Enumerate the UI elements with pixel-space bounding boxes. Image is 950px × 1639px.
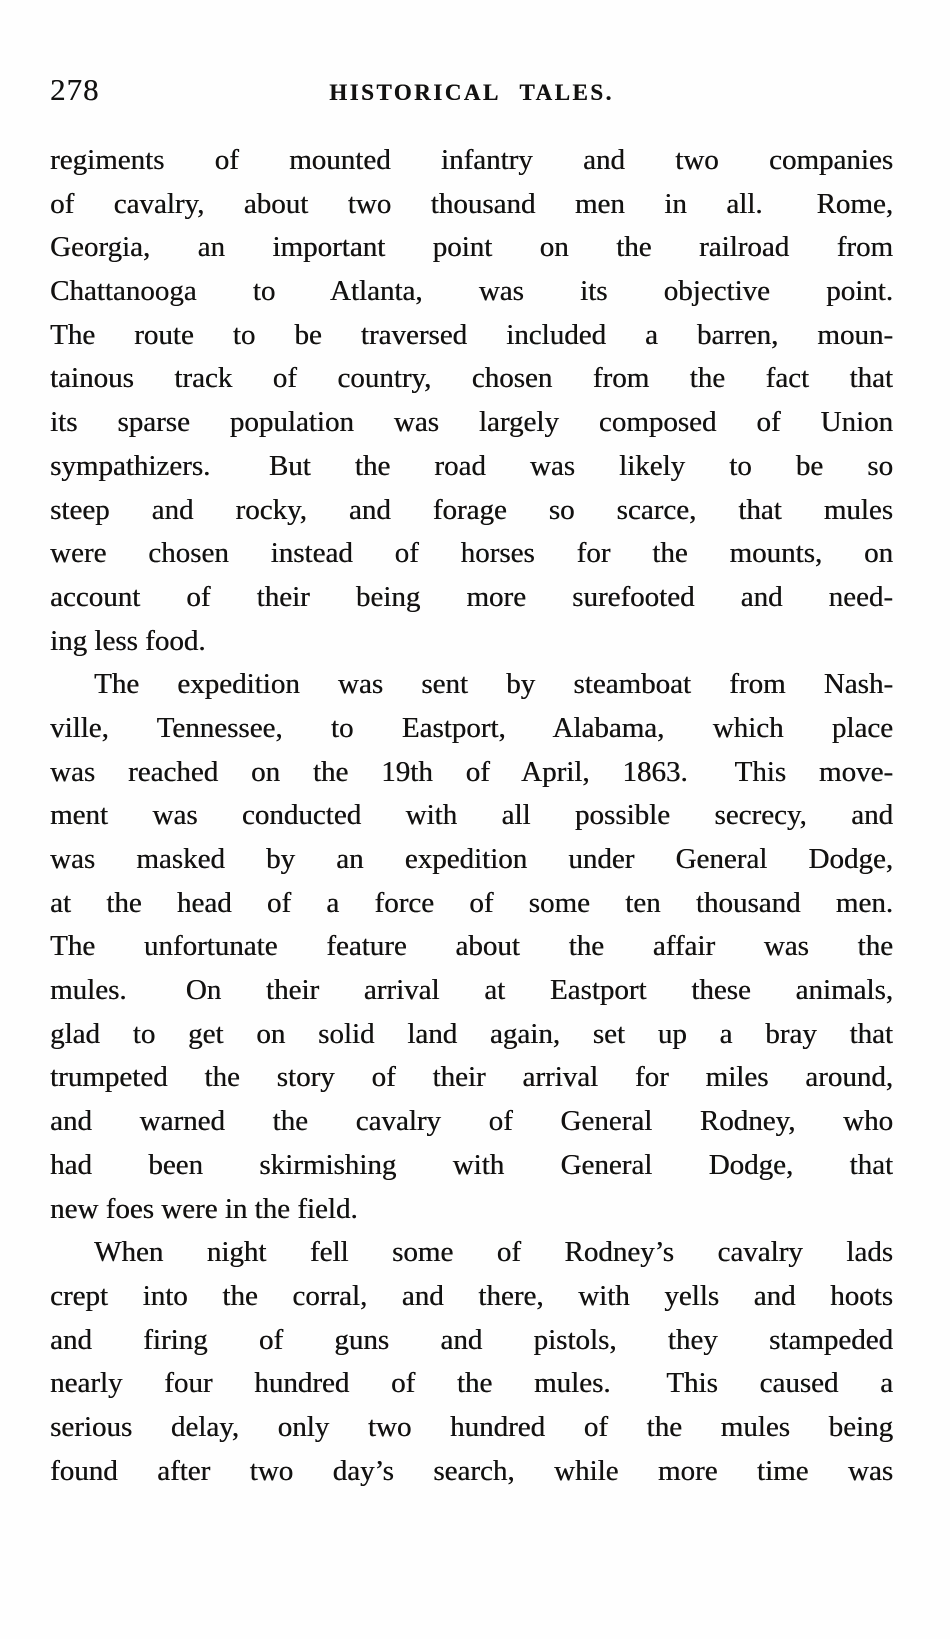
- text-line: had been skirmishing with General Dodge, that: [50, 1148, 893, 1181]
- text-line: and warned the cavalry of General Rodney, who: [50, 1105, 893, 1138]
- text-line: The route to be traversed included a barren, moun-: [50, 318, 893, 351]
- text-line: new foes were in the field.: [50, 1192, 358, 1225]
- text-line: of cavalry, about two thousand men in all. Rome,: [50, 187, 893, 220]
- text-line: steep and rocky, and forage so scarce, that mules: [50, 493, 893, 526]
- paragraph: [50, 1231, 893, 1493]
- text-line: crept into the corral, and there, with yells and hoots: [50, 1279, 893, 1312]
- running-title: HISTORICAL TALES.: [329, 80, 614, 105]
- text-line: trumpeted the story of their arrival for miles around,: [50, 1061, 893, 1094]
- text-line: nearly four hundred of the mules. This caused a: [50, 1367, 893, 1400]
- text-line: serious delay, only two hundred of the mules being: [50, 1410, 893, 1443]
- text-line: was masked by an expedition under General Dodge,: [50, 843, 893, 875]
- text-line: were chosen instead of horses for the mounts, on: [50, 537, 893, 570]
- text-line: mules. On their arrival at Eastport these animals,: [50, 974, 893, 1007]
- text-line: Georgia, an important point on the railroad from: [50, 231, 893, 264]
- text-line: ing less food.: [50, 624, 206, 657]
- text-line: ment was conducted with all possible secrecy, and: [50, 799, 893, 832]
- page-header: [50, 72, 893, 114]
- text-line: found after two day’s search, while more time was: [50, 1454, 893, 1487]
- text-line: The expedition was sent by steamboat from Nash-: [94, 668, 893, 701]
- text-body: [50, 139, 893, 1493]
- text-line: regiments of mounted infantry and two companies: [50, 144, 893, 176]
- text-line: at the head of a force of some ten thousand men.: [50, 886, 893, 919]
- text-line: account of their being more surefooted and need-: [50, 580, 893, 613]
- text-line: sympathizers. But the road was likely to be so: [50, 449, 893, 482]
- page-number: 278: [50, 72, 100, 107]
- text-line: glad to get on solid land again, set up a bray that: [50, 1017, 893, 1050]
- text-line: ville, Tennessee, to Eastport, Alabama, which place: [50, 711, 893, 744]
- text-line: its sparse population was largely composed of Union: [50, 406, 893, 439]
- text-line: The unfortunate feature about the affair was the: [50, 930, 893, 963]
- text-line: tainous track of country, chosen from the fact that: [50, 362, 893, 395]
- text-line: was reached on the 19th of April, 1863. This move-: [50, 755, 893, 788]
- text-line: When night fell some of Rodney’s cavalry lads: [94, 1236, 893, 1269]
- text-line: and firing of guns and pistols, they stampeded: [50, 1323, 893, 1356]
- paragraph: [50, 139, 893, 663]
- text-line: Chattanooga to Atlanta, was its objective point.: [50, 275, 893, 308]
- paragraph: [50, 663, 893, 1231]
